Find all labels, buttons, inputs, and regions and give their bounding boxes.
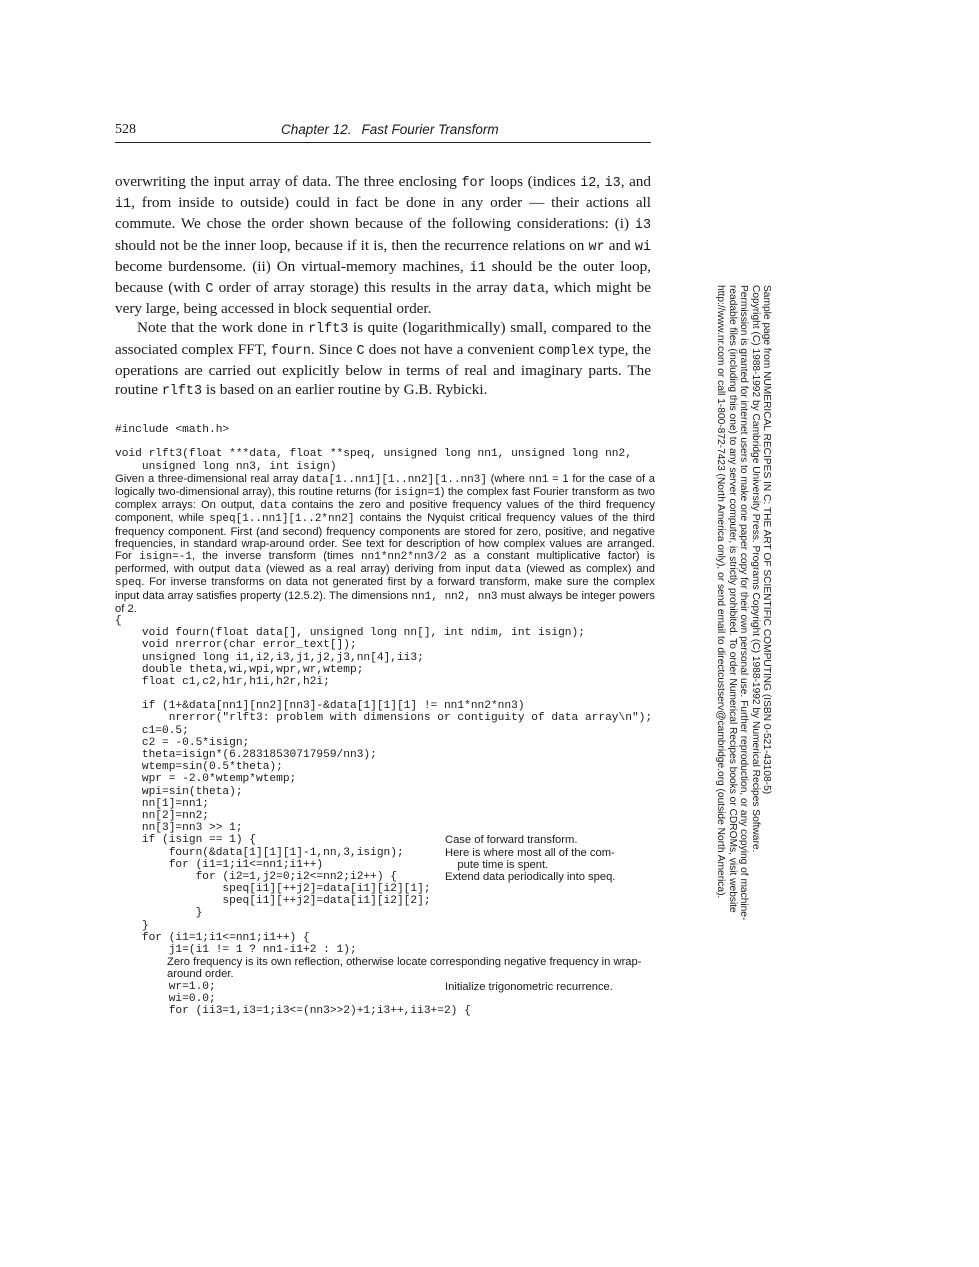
inline-code: data[1..nn1][1..nn2][1..nn3] (302, 473, 487, 486)
sidebar-line: Copyright (C) 1988-1992 by Cambridge University Press. Programs Copyright (C) 1988-1992 by Numerical Recipes Software. (749, 285, 761, 853)
chapter-label: Chapter 12. (281, 122, 352, 137)
code-line: void nrerror(char error_text[]); (115, 639, 357, 652)
code-line-for-i2 (115, 871, 655, 883)
code-line: if (1+&data[nn1][nn2][nn3]-&data[1][1][1] != nn1*nn2*nn3) (115, 700, 525, 713)
code-line: wpr = -2.0*wtemp*wtemp; (115, 773, 297, 786)
inline-code: data (234, 564, 262, 577)
code-line: wtemp=sin(0.5*theta); (115, 761, 283, 774)
inline-code: for (461, 176, 486, 191)
code-line: nrerror("rlft3: problem with dimensions or contiguity of data array\n"); (115, 712, 653, 725)
copyright-text (715, 285, 772, 975)
code-block-b (115, 883, 655, 956)
paragraph-2: Note that the work done in rlft3 is quite (logarithmically) small, compared to the associated complex FFT, fourn. Since C does not have a convenient complex type, the operations are carried out explicitly below in terms of real and imaginary parts. The routine rlft3 is based on an earlier routine by G.B. Rybicki. (115, 319, 652, 400)
inline-code: i3 (634, 218, 651, 234)
code-line: } (115, 919, 149, 932)
code-line: unsigned long i1,i2,i3,j1,j2,j3,nn[4],ii3; (115, 651, 424, 664)
inline-code: speq (115, 577, 142, 590)
code-text: for (i1=1;i1<=nn1;i1++) (115, 858, 324, 871)
inline-code: C (356, 343, 365, 359)
inline-code: rlft3 (161, 384, 203, 400)
inline-code: nn1*nn2*nn3/2 (361, 550, 447, 563)
paragraph-1: overwriting the input array of data. The three enclosing for loops (indices i2, i3, and i1, from inside to outside) could in fact be done in any order — their actions all commute. We chose the order shown because of the following considerations: (i) i3 should not be the inner loop, because if it is, then the recurrence relations on wr and wi become burdensome. (ii) On virtual-memory machines, i1 should be the outer loop, because (with C order of array storage) this results in the array data, which might be very large, being accessed in block sequential order. (115, 173, 651, 318)
signature-line-1: void rlft3(float ***data, float **speq, unsigned long nn1, unsigned long nn2, (115, 448, 632, 461)
inline-code: rlft3 (308, 322, 349, 338)
inline-code: fourn (270, 343, 311, 359)
code-line: j1=(i1 != 1 ? nn1-i1+2 : 1); (115, 944, 357, 957)
note-most-time-1: Here is where most all of the com- (445, 846, 615, 859)
zero-frequency-comment: Zero frequency is its own reflection, otherwise locate corresponding negative frequency in wrap-around order. (167, 956, 642, 981)
code-line-for-i1 (115, 859, 655, 871)
inline-code: speq[1..nn1][1..2*nn2] (209, 513, 355, 526)
code-text: wr=1.0; (115, 980, 216, 993)
inline-code: i1 (469, 260, 486, 276)
copyright-sidebar (690, 285, 772, 975)
code-line (115, 688, 655, 700)
signature-line-2: unsigned long nn3, int isign) (115, 460, 337, 473)
code-line-if-isign (115, 834, 655, 846)
code-line: theta=isign*(6.28318530717959/nn3); (115, 749, 377, 762)
code-line: float c1,c2,h1r,h1i,h2r,h2i; (115, 675, 330, 688)
sidebar-line: Sample page from NUMERICAL RECIPES IN C: THE ART OF SCIENTIFIC COMPUTING (ISBN 0-521-43108-5) (761, 285, 772, 795)
inline-code: wr (588, 239, 605, 255)
code-line: nn[1]=nn1; (115, 797, 209, 810)
note-most-time-2: pute time is spent. (445, 858, 549, 871)
inline-code: i3 (604, 176, 621, 191)
code-text: fourn(&data[1][1][1]-1,nn,3,isign); (115, 846, 404, 859)
routine-description: Given a three-dimensional real array data[1..nn1][1..nn2][1..nn3] (where nn1 = 1 for the case of a logically two-dimensional array), this routine returns (for isign=1) the complex fast Fourier transform as two complex arrays: On output, data contains the zero and positive frequency values of the third frequency component, while speq[1..nn1][1..2*nn2] contains the Nyquist critical frequency values of the third frequency component. First (and second) frequency components are stored for zero, positive, and negative frequencies, in standard wrap-around order. See text for description of how complex values are arranged. For isign=-1, the inverse transform (times nn1*nn2*nn3/2 as a constant multiplicative factor) is performed, with output data (viewed as a real array) deriving from input data (viewed as complex) and speq. For inverse transforms on data not generated first by a forward transform, make sure the complex input data array satisfies property (12.5.2). The dimensions nn1, nn2, nn3 must always be integer powers of 2. (115, 472, 656, 615)
code-line-fourn (115, 847, 655, 859)
sidebar-line: readable files (including this one) to any server computer, is strictly prohibited. To order Numerical Recipes books or CDROMs, visit website (726, 285, 738, 913)
code-line: void fourn(float data[], unsigned long nn[], int ndim, int isign); (115, 627, 585, 640)
running-head (281, 122, 499, 137)
sidebar-line: Permission is granted for internet users to make one paper copy for their own personal use. Further reproduction, or any copying of machine- (738, 285, 750, 921)
code-line-for-ii3: for (ii3=1,i3=1;i3<=(nn3>>2)+1;i3++,ii3+=2) { (115, 1005, 471, 1018)
inline-code: i2 (580, 176, 597, 191)
sidebar-line: http://www.nr.com or call 1-800-872-7423 (North America only), or send email to directcustserv@cambridge.org (outside North America). (715, 285, 727, 899)
code-line: wpi=sin(theta); (115, 785, 243, 798)
code-line: nn[3]=nn3 >> 1; (115, 822, 243, 835)
include-line: #include <math.h> (115, 424, 230, 436)
code-line: speq[i1][++j2]=data[i1][i2][2]; (115, 895, 431, 908)
inline-code: i1 (115, 197, 132, 213)
page-number: 528 (115, 122, 136, 137)
body-text (115, 172, 651, 401)
inline-code: isign=-1 (139, 550, 192, 563)
inline-code: data (494, 564, 522, 577)
note-init: Initialize trigonometric recurrence. (445, 980, 613, 993)
code-line-wi: wi=0.0; (115, 992, 216, 1005)
code-line: double theta,wi,wpi,wpr,wr,wtemp; (115, 663, 364, 676)
inline-code: nn1 (528, 473, 549, 486)
code-line: for (i1=1;i1<=nn1;i1++) { (115, 931, 310, 944)
page-header (115, 120, 651, 143)
inline-code: C (205, 282, 214, 298)
code-line: c2 = -0.5*isign; (115, 736, 250, 749)
code-line-wr (115, 981, 655, 993)
section-title: Fast Fourier Transform (361, 122, 499, 137)
note-forward: Case of forward transform. (445, 834, 578, 847)
code-listing (115, 424, 655, 1017)
code-line: nn[2]=nn2; (115, 809, 209, 822)
inline-code: isign=1 (394, 486, 441, 499)
inline-code: data (260, 500, 287, 513)
inline-code: wi (634, 239, 651, 255)
code-line: } (115, 907, 203, 920)
note-extend: Extend data periodically into speq. (445, 870, 616, 883)
code-text: if (isign == 1) { (115, 834, 256, 847)
code-line: { (115, 614, 122, 627)
code-text: for (i2=1,j2=0;i2<=nn2;i2++) { (115, 870, 397, 883)
inline-code: data (512, 282, 545, 298)
code-block-a (115, 615, 655, 834)
code-line: c1=0.5; (115, 724, 189, 737)
inline-code: complex (538, 343, 595, 359)
blank-line (115, 436, 655, 448)
inline-code: nn1, nn2, nn3 (411, 590, 498, 603)
code-line: speq[i1][++j2]=data[i1][i2][1]; (115, 883, 431, 896)
